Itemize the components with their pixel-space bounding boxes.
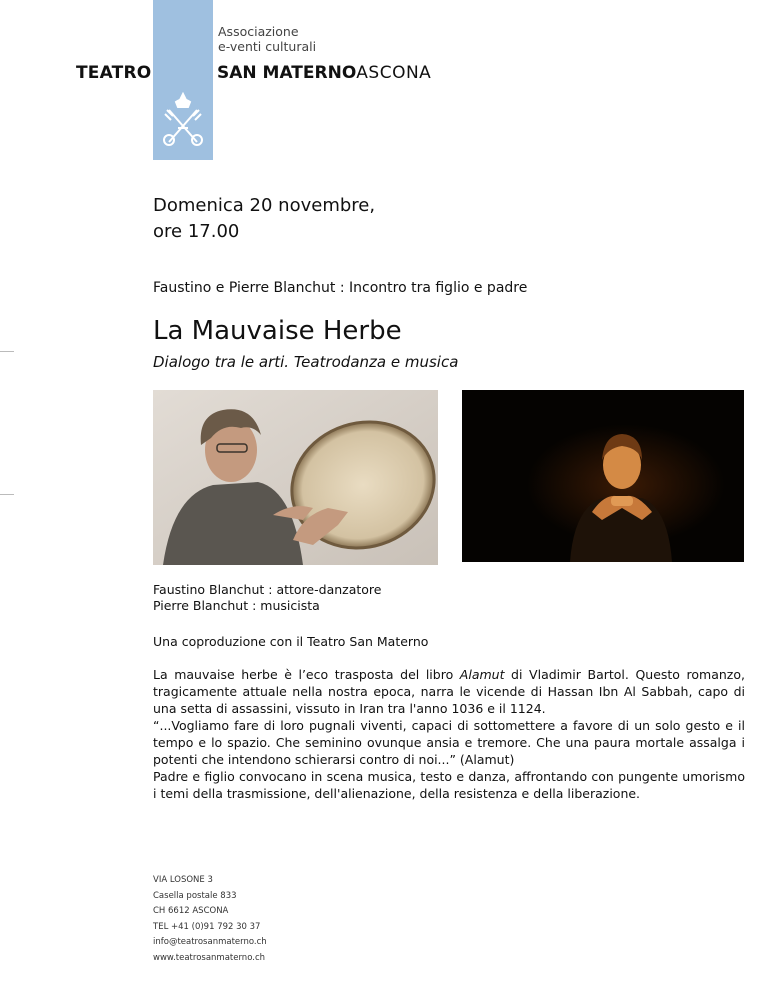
- address-po-box: Casella postale 833: [153, 890, 237, 901]
- credit-line-1: Faustino Blanchut : attore-danzatore: [153, 582, 382, 597]
- logo-band: [153, 0, 213, 160]
- description-text: La mauvaise herbe è l’eco trasposta del libro: [153, 667, 460, 682]
- margin-mark: [0, 351, 14, 352]
- association-line-1: Associazione: [218, 24, 299, 39]
- coproduction-note: Una coproduzione con il Teatro San Materno: [153, 634, 429, 649]
- event-date: [153, 193, 375, 245]
- event-subtitle: Faustino e Pierre Blanchut : Incontro tra figlio e padre: [153, 280, 528, 296]
- brand-san-materno-ascona: [217, 63, 431, 83]
- crossed-keys-icon: [161, 92, 205, 150]
- description-paragraph-1: [153, 666, 745, 717]
- address-block: [153, 873, 267, 966]
- event-title: La Mauvaise Herbe: [153, 316, 402, 346]
- address-city: CH 6612 ASCONA: [153, 906, 229, 916]
- brand-ascona: ASCONA: [356, 63, 432, 83]
- address-street: VIA LOSONE 3: [153, 875, 213, 885]
- address-web: www.teatrosanmaterno.ch: [153, 952, 266, 963]
- address-email: info@teatrosanmaterno.ch: [153, 937, 267, 947]
- association-name: [218, 24, 316, 54]
- performer-credits: [153, 582, 381, 614]
- event-date-line-2: ore 17.00: [153, 221, 240, 242]
- event-date-line-1: Domenica 20 novembre,: [153, 195, 376, 216]
- description-text: di Vladimir Bartol. Questo romanzo, tragicamente attuale nella nostra epoca, narra le vicende di Hassan Ibn Al Sabbah, capo di una setta di assassini, vissuto in Iran tra l'anno 1036 e il 1124.: [153, 667, 745, 716]
- address-phone: TEL +41 (0)91 792 30 37: [153, 921, 261, 932]
- photo-dancer-on-stage: [462, 390, 744, 562]
- description-quote: “...Vogliamo fare di loro pugnali viventi, capaci di sottomettere a favore di un solo gesto e il tempo e lo spazio. Che seminino ovunque ansia e tremore. Che una paura mortale assalga i potenti che intendono schierarsi contro di noi...” (Alamut): [153, 718, 745, 767]
- brand-san-materno: SAN MATERNO: [217, 63, 357, 83]
- book-title: Alamut: [459, 667, 505, 682]
- event-tagline: Dialogo tra le arti. Teatrodanza e musica: [153, 353, 459, 371]
- association-line-2: e-venti culturali: [218, 39, 317, 54]
- credit-line-2: Pierre Blanchut : musicista: [153, 598, 320, 613]
- event-description: [153, 666, 745, 802]
- description-paragraph-3: Padre e figlio convocano in scena musica, testo e danza, affrontando con pungente umorismo i temi della trasmissione, dell'alienazione, della resistenza e della liberazione.: [153, 769, 745, 801]
- photo-musician-frame-drum: [153, 390, 438, 565]
- brand-teatro: TEATRO: [76, 63, 152, 83]
- margin-mark: [0, 494, 14, 495]
